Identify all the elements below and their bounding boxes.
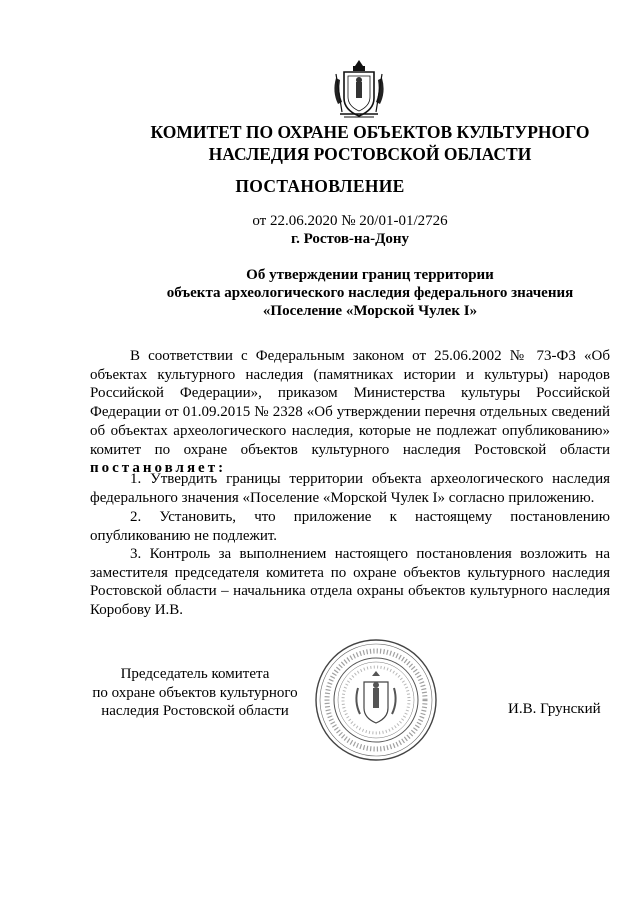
organization-name-line-2: НАСЛЕДИЯ РОСТОВСКОЙ ОБЛАСТИ: [208, 144, 532, 164]
resolution-item-2: 2. Установить, что приложение к настоящему постановлению опубликованию не подлежит.: [90, 509, 610, 544]
resolution-item-3: 3. Контроль за выполнением настоящего постановления возложить на заместителя председателя комитета по охране объектов культурного наследия Ростовской области – начальника отдела охраны объектов культурного наследия Коробову И.В.: [90, 546, 610, 619]
subject-line-2: объекта археологического наследия федерального значения: [166, 285, 574, 301]
resolution-item-1: 1. Утвердить границы территории объекта археологического наследия федерального значения «Поселение «Морской Чулек I» согласно приложению.: [90, 471, 610, 506]
signer-position: [80, 665, 310, 721]
subject-line-1: Об утверждении границ территории: [246, 267, 494, 283]
coat-of-arms-icon: [330, 58, 388, 120]
document-type: ПОСТАНОВЛЕНИЕ: [235, 176, 405, 196]
organization-name-line-1: КОМИТЕТ ПО ОХРАНЕ ОБЪЕКТОВ КУЛЬТУРНОГО: [150, 122, 590, 142]
signer-position-line-1: Председатель комитета: [120, 666, 270, 682]
signer-position-line-3: наследия Ростовской области: [101, 703, 289, 719]
signer-name: И.В. Грунский: [508, 701, 601, 717]
signer-position-line-2: по охране объектов культурного: [92, 684, 298, 701]
resolves-word: постановляет:: [90, 460, 227, 477]
organization-name: [100, 121, 640, 165]
preamble-paragraph: [90, 347, 610, 478]
official-seal-icon: [314, 638, 438, 762]
document-date-number: от 22.06.2020 № 20/01-01/2726: [252, 213, 448, 229]
subject-line-3: «Поселение «Морской Чулек I»: [262, 303, 478, 319]
document-subject: [100, 266, 640, 320]
preamble-text: В соответствии с Федеральным законом от 25.06.2002 № 73-ФЗ «Об объектах культурного наследия (памятниках истории и культуры) народов Российской Федерации», приказом Министерства культуры Российской Федерации от 01.09.2015 № 2328 «Об утверждении перечня отдельных сведений об объектах археологического наследия, которые не подлежат опубликованию» комитет по охране объектов культурного наследия Ростовской области: [90, 348, 610, 458]
document-city: г. Ростов-на-Дону: [290, 231, 410, 247]
